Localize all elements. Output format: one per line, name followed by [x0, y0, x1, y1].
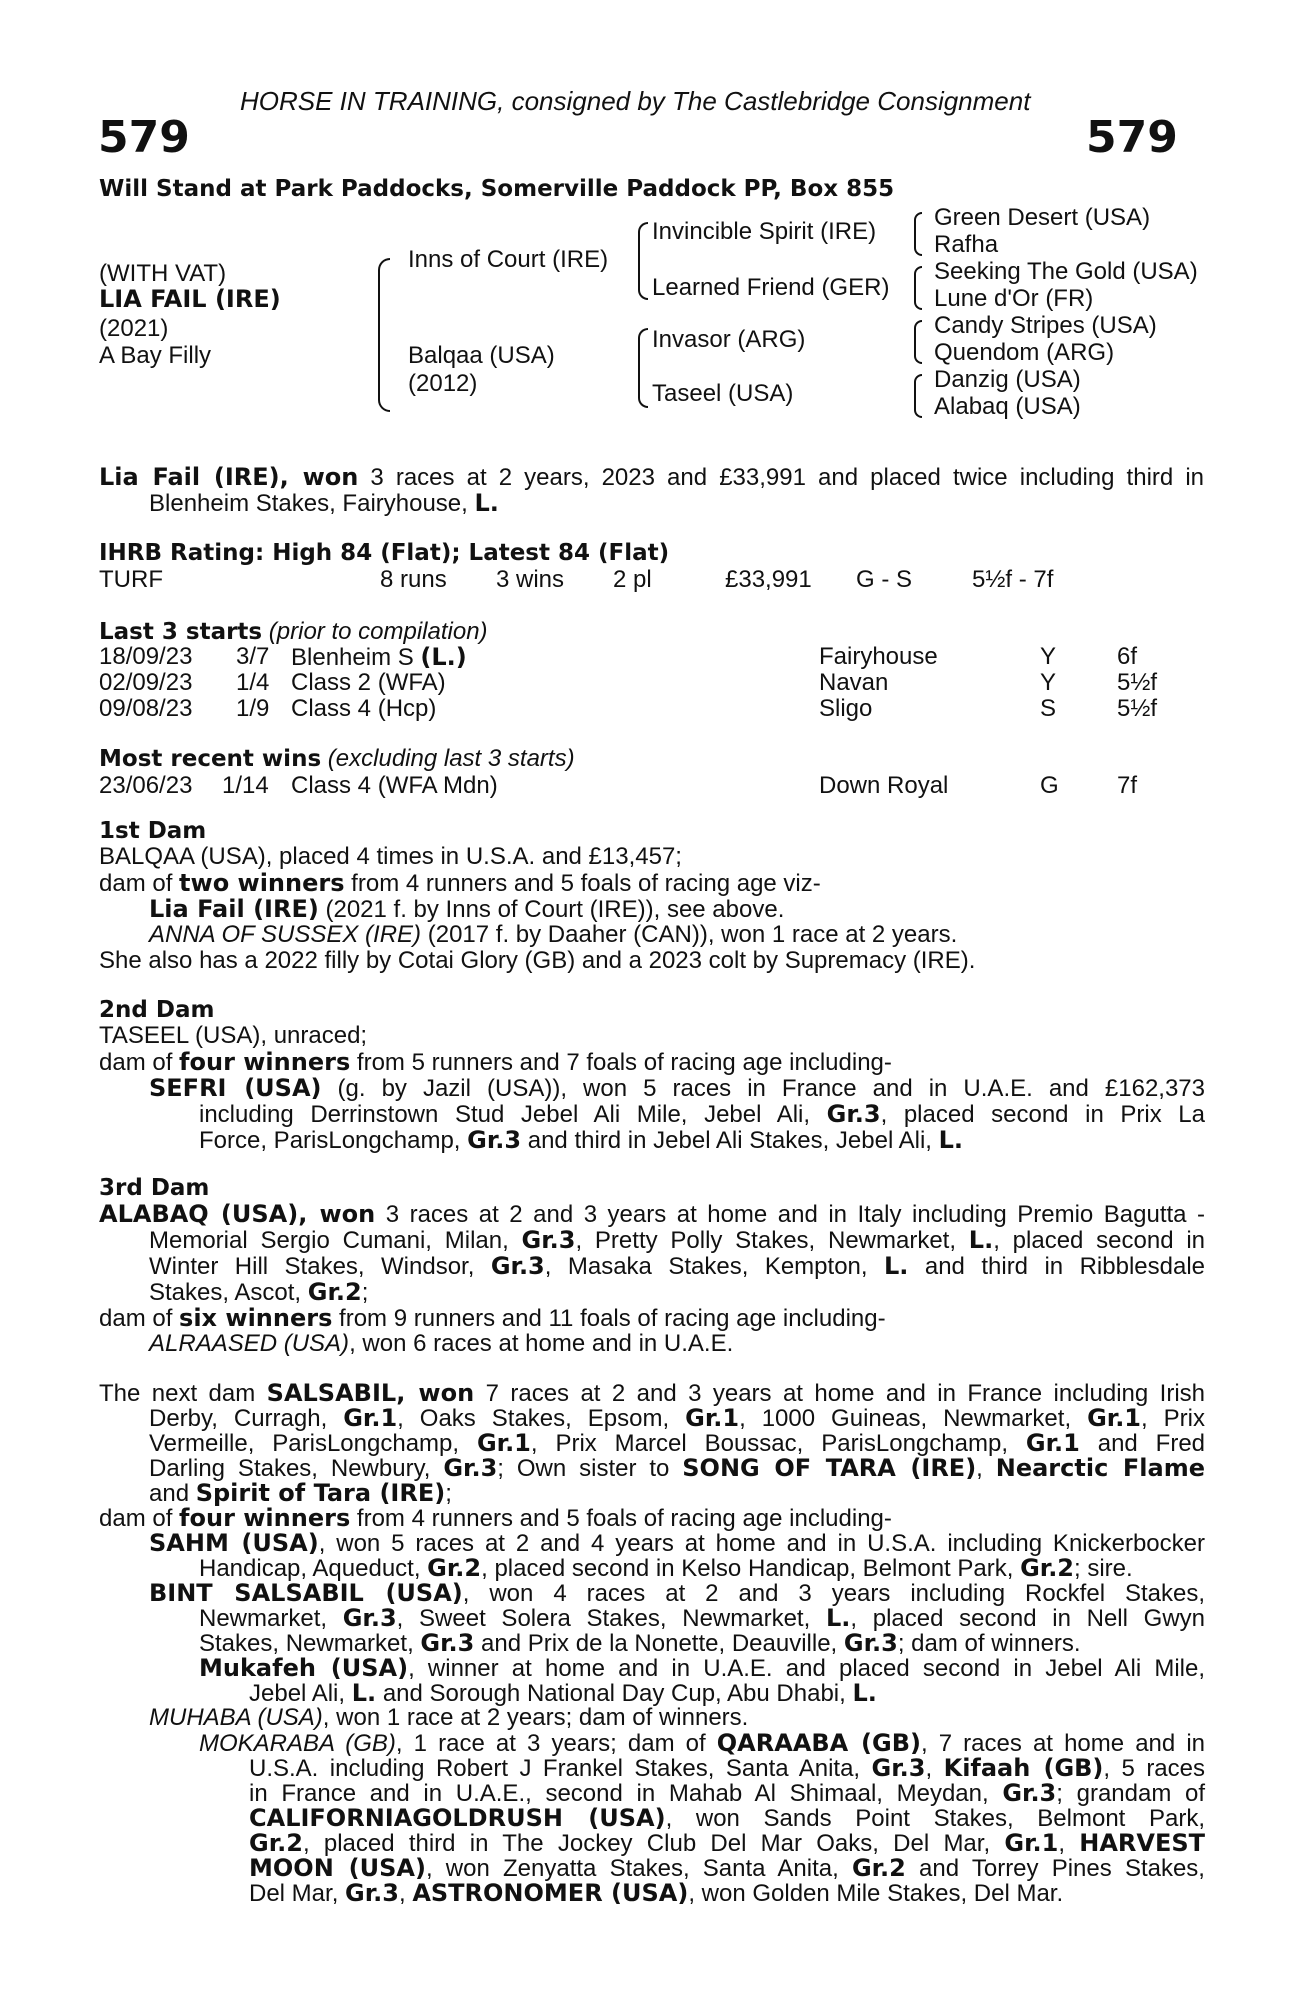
- first-dam-note: She also has a 2022 filly by Cotai Glory (GB) and a 2023 colt by Supremacy (IRE).: [99, 947, 976, 974]
- second-dam-foal: SEFRI (USA) (g. by Jazil (USA)), won 5 races in France and in U.A.E. and £162,373: [149, 1074, 1206, 1102]
- vat-note: (WITH VAT): [99, 260, 227, 287]
- first-dam-produce: dam of two winners from 4 runners and 5 foals of racing age viz-: [99, 869, 821, 897]
- rating-distance: 5½f - 7f: [972, 566, 1054, 593]
- pedigree-sire-dam: Learned Friend (GER): [652, 274, 890, 301]
- pedigree-sire: Inns of Court (IRE): [408, 246, 609, 273]
- last-starts-heading: [99, 618, 488, 646]
- catalogue-subtitle: HORSE IN TRAINING, consigned by The Castlebridge Consignment: [240, 86, 1031, 116]
- start-course: Sligo: [819, 695, 873, 722]
- rating-earnings: £33,991: [725, 566, 812, 593]
- next-dam-foal: BINT SALSABIL (USA), won 4 races at 2 and 3 years including Rockfel Stakes,: [149, 1579, 1206, 1607]
- start-distance: 5½f: [1117, 669, 1158, 696]
- pedigree-dam-sire: Invasor (ARG): [652, 326, 806, 353]
- start-position: 1/4: [236, 669, 270, 696]
- start-going: S: [1040, 695, 1057, 722]
- next-dam-line-cont: and Spirit of Tara (IRE);: [149, 1479, 452, 1507]
- stand-location: Will Stand at Park Paddocks, Somerville Paddock PP, Box 855: [99, 176, 895, 202]
- first-dam-line: BALQAA (USA), placed 4 times in U.S.A. and £13,457;: [99, 843, 682, 870]
- start-position: 1/9: [236, 695, 270, 722]
- pedigree-dam-year: (2012): [408, 370, 478, 397]
- first-dam-title: 1st Dam: [99, 818, 207, 844]
- pedigree-dsd: Quendom (ARG): [934, 339, 1115, 366]
- last-starts-note: (prior to compilation): [262, 618, 488, 645]
- last-starts-title: Last 3 starts: [99, 619, 263, 645]
- start-going: Y: [1040, 643, 1057, 670]
- start-race-name: Blenheim S: [291, 644, 421, 671]
- summary-won: won: [302, 463, 359, 491]
- pedigree-dam: Balqaa (USA): [408, 342, 555, 369]
- third-dam-line-cont: Memorial Sergio Cumani, Milan, Gr.3, Pretty Polly Stakes, Newmarket, L., placed second in: [149, 1226, 1205, 1254]
- start-distance: 6f: [1117, 643, 1138, 670]
- win-distance: 7f: [1117, 772, 1138, 799]
- pedigree-dds: Danzig (USA): [934, 366, 1081, 393]
- sire-brace: [638, 222, 648, 300]
- next-dam-foal: MUHABA (USA), won 1 race at 2 years; dam of winners.: [149, 1704, 749, 1731]
- win-race: Class 4 (WFA Mdn): [291, 772, 498, 799]
- horse-year: (2021): [99, 315, 169, 342]
- start-date: 09/08/23: [99, 695, 193, 722]
- first-dam-foal: ANNA OF SUSSEX (IRE) (2017 f. by Daaher (CAN)), won 1 race at 2 years.: [149, 921, 958, 948]
- win-date: 23/06/23: [99, 772, 193, 799]
- pedigree-sss: Green Desert (USA): [934, 204, 1151, 231]
- horse-name: LIA FAIL (IRE): [99, 285, 281, 313]
- start-race: Class 2 (WFA): [291, 669, 446, 696]
- rating-going: G - S: [856, 566, 913, 593]
- pedigree-brace: [378, 258, 390, 412]
- pedigree-dam-dam: Taseel (USA): [652, 380, 794, 407]
- third-dam-title: 3rd Dam: [99, 1175, 210, 1201]
- third-dam-produce: dam of six winners from 9 runners and 11 foals of racing age including-: [99, 1304, 886, 1332]
- next-dam-grandfoal: MOKARABA (GB), 1 race at 3 years; dam of QARAABA (GB), 7 races at home and in: [199, 1729, 1206, 1757]
- second-dam-line: TASEEL (USA), unraced;: [99, 1022, 368, 1049]
- rating-title: IHRB Rating: High 84 (Flat); Latest 84 (Flat): [99, 540, 670, 566]
- start-race: Class 4 (Hcp): [291, 695, 437, 722]
- third-dam-line: ALABAQ (USA), won 3 races at 2 and 3 years at home and in Italy including Premio Bagutta -: [99, 1200, 1205, 1228]
- rating-surface: TURF: [99, 566, 163, 593]
- pedigree-sdd: Lune d'Or (FR): [934, 285, 1094, 312]
- next-dam-foal: SAHM (USA), won 5 races at 2 and 4 years at home and in U.S.A. including Knickerbocker: [149, 1529, 1205, 1557]
- win-course: Down Royal: [819, 772, 949, 799]
- pedigree-sire-sire: Invincible Spirit (IRE): [652, 218, 877, 245]
- ss-brace: [914, 212, 922, 256]
- first-dam-section: [99, 818, 1205, 978]
- dd-brace: [914, 374, 922, 418]
- pedigree-ddd: Alabaq (USA): [934, 393, 1081, 420]
- second-dam-section: [99, 997, 1205, 1157]
- next-dam-line-cont: Derby, Curragh, Gr.1, Oaks Stakes, Epsom, Gr.1, 1000 Guineas, Newmarket, Gr.1, Prix: [149, 1404, 1205, 1432]
- next-dam-grandfoal-cont: in France and in U.A.E., second in Mahab Al Shimaal, Meydan, Gr.3; grandam of: [249, 1779, 1206, 1807]
- second-dam-produce: dam of four winners from 5 runners and 7 foals of racing age including-: [99, 1048, 892, 1076]
- pedigree-ssd: Rafha: [934, 231, 999, 258]
- rating-wins: 3 wins: [496, 566, 565, 593]
- horse-description: A Bay Filly: [99, 342, 212, 369]
- rating-runs: 8 runs: [380, 566, 447, 593]
- third-dam-section: [99, 1175, 1205, 1365]
- next-dam-grandfoal-cont: MOON (USA), won Zenyatta Stakes, Santa Anita, Gr.2 and Torrey Pines Stakes,: [249, 1854, 1205, 1882]
- next-dam-produce: dam of four winners from 4 runners and 5 foals of racing age including-: [99, 1504, 892, 1532]
- sd-brace: [914, 266, 922, 310]
- start-going: Y: [1040, 669, 1057, 696]
- pedigree-dss: Candy Stripes (USA): [934, 312, 1157, 339]
- lot-number-right: 579: [1086, 112, 1178, 163]
- summary-sep: ,: [279, 463, 303, 491]
- pedigree-sds: Seeking The Gold (USA): [934, 258, 1198, 285]
- recent-wins-note: (excluding last 3 starts): [321, 745, 575, 772]
- next-dam-grandfoal-cont: Jebel Ali, L. and Sorough National Day Cup, Abu Dhabi, L.: [249, 1679, 877, 1707]
- first-dam-foal: Lia Fail (IRE) (2021 f. by Inns of Court (IRE)), see above.: [149, 895, 785, 923]
- dam-brace: [638, 328, 648, 408]
- next-dam-foal-cont: Stakes, Newmarket, Gr.3 and Prix de la Nonette, Deauville, Gr.3; dam of winners.: [199, 1629, 1081, 1657]
- win-position: 1/14: [222, 772, 269, 799]
- start-race-grade: (L.): [420, 643, 467, 671]
- start-course: Navan: [819, 669, 889, 696]
- start-course: Fairyhouse: [819, 643, 938, 670]
- next-dam-foal-cont: Handicap, Aqueduct, Gr.2, placed second in Kelso Handicap, Belmont Park, Gr.2; sire.: [199, 1554, 1133, 1582]
- next-dam-grandfoal-cont: CALIFORNIAGOLDRUSH (USA), won Sands Point Stakes, Belmont Park,: [249, 1804, 1205, 1832]
- second-dam-foal-cont: Force, ParisLongchamp, Gr.3 and third in Jebel Ali Stakes, Jebel Ali, L.: [199, 1126, 964, 1154]
- summary-text-2: Blenheim Stakes, Fairyhouse,: [149, 490, 475, 517]
- summary-listed: L.: [474, 489, 499, 517]
- recent-wins-heading: [99, 745, 575, 773]
- next-dam-section: [99, 1380, 1205, 1940]
- ds-brace: [914, 320, 922, 364]
- next-dam-line-cont: Darling Stakes, Newbury, Gr.3; Own sister to SONG OF TARA (IRE), Nearctic Flame: [149, 1454, 1205, 1482]
- second-dam-title: 2nd Dam: [99, 997, 215, 1023]
- third-dam-line-cont: Winter Hill Stakes, Windsor, Gr.3, Masaka Stakes, Kempton, L. and third in Ribblesdale: [149, 1252, 1206, 1280]
- next-dam-grandfoal-cont: Del Mar, Gr.3, ASTRONOMER (USA), won Golden Mile Stakes, Del Mar.: [249, 1879, 1064, 1907]
- start-date: 18/09/23: [99, 643, 193, 670]
- next-dam-grandfoal: Mukafeh (USA), winner at home and in U.A.E. and placed second in Jebel Ali Mile,: [199, 1654, 1205, 1682]
- recent-wins-title: Most recent wins: [99, 746, 322, 772]
- start-date: 02/09/23: [99, 669, 193, 696]
- next-dam-grandfoal-cont: Gr.2, placed third in The Jockey Club Del Mar Oaks, Del Mar, Gr.1, HARVEST: [249, 1829, 1205, 1857]
- win-going: G: [1040, 772, 1059, 799]
- start-distance: 5½f: [1117, 695, 1158, 722]
- next-dam-grandfoal-cont: U.S.A. including Robert J Frankel Stakes, Santa Anita, Gr.3, Kifaah (GB), 5 races: [249, 1754, 1206, 1782]
- next-dam-line-cont: Vermeille, ParisLongchamp, Gr.1, Prix Marcel Boussac, ParisLongchamp, Gr.1 and Fred: [149, 1429, 1206, 1457]
- third-dam-foal: ALRAASED (USA), won 6 races at home and in U.A.E.: [149, 1330, 734, 1357]
- second-dam-foal-cont: including Derrinstown Stud Jebel Ali Mile, Jebel Ali, Gr.3, placed second in Prix La: [199, 1100, 1206, 1128]
- rating-placed: 2 pl: [613, 566, 652, 593]
- lot-number-left: 579: [98, 112, 190, 163]
- start-race: [291, 643, 467, 672]
- summary-horse: Lia Fail (IRE): [99, 463, 280, 491]
- third-dam-line-cont: Stakes, Ascot, Gr.2;: [149, 1278, 369, 1306]
- summary-text: 3 races at 2 years, 2023 and £33,991 and placed twice including third in: [358, 464, 1205, 491]
- start-position: 3/7: [236, 643, 270, 670]
- next-dam-foal-cont: Newmarket, Gr.3, Sweet Solera Stakes, Newmarket, L., placed second in Nell Gwyn: [199, 1604, 1205, 1632]
- race-summary: [99, 464, 1204, 524]
- next-dam-line: The next dam SALSABIL, won 7 races at 2 and 3 years at home and in France including Irish: [99, 1379, 1205, 1407]
